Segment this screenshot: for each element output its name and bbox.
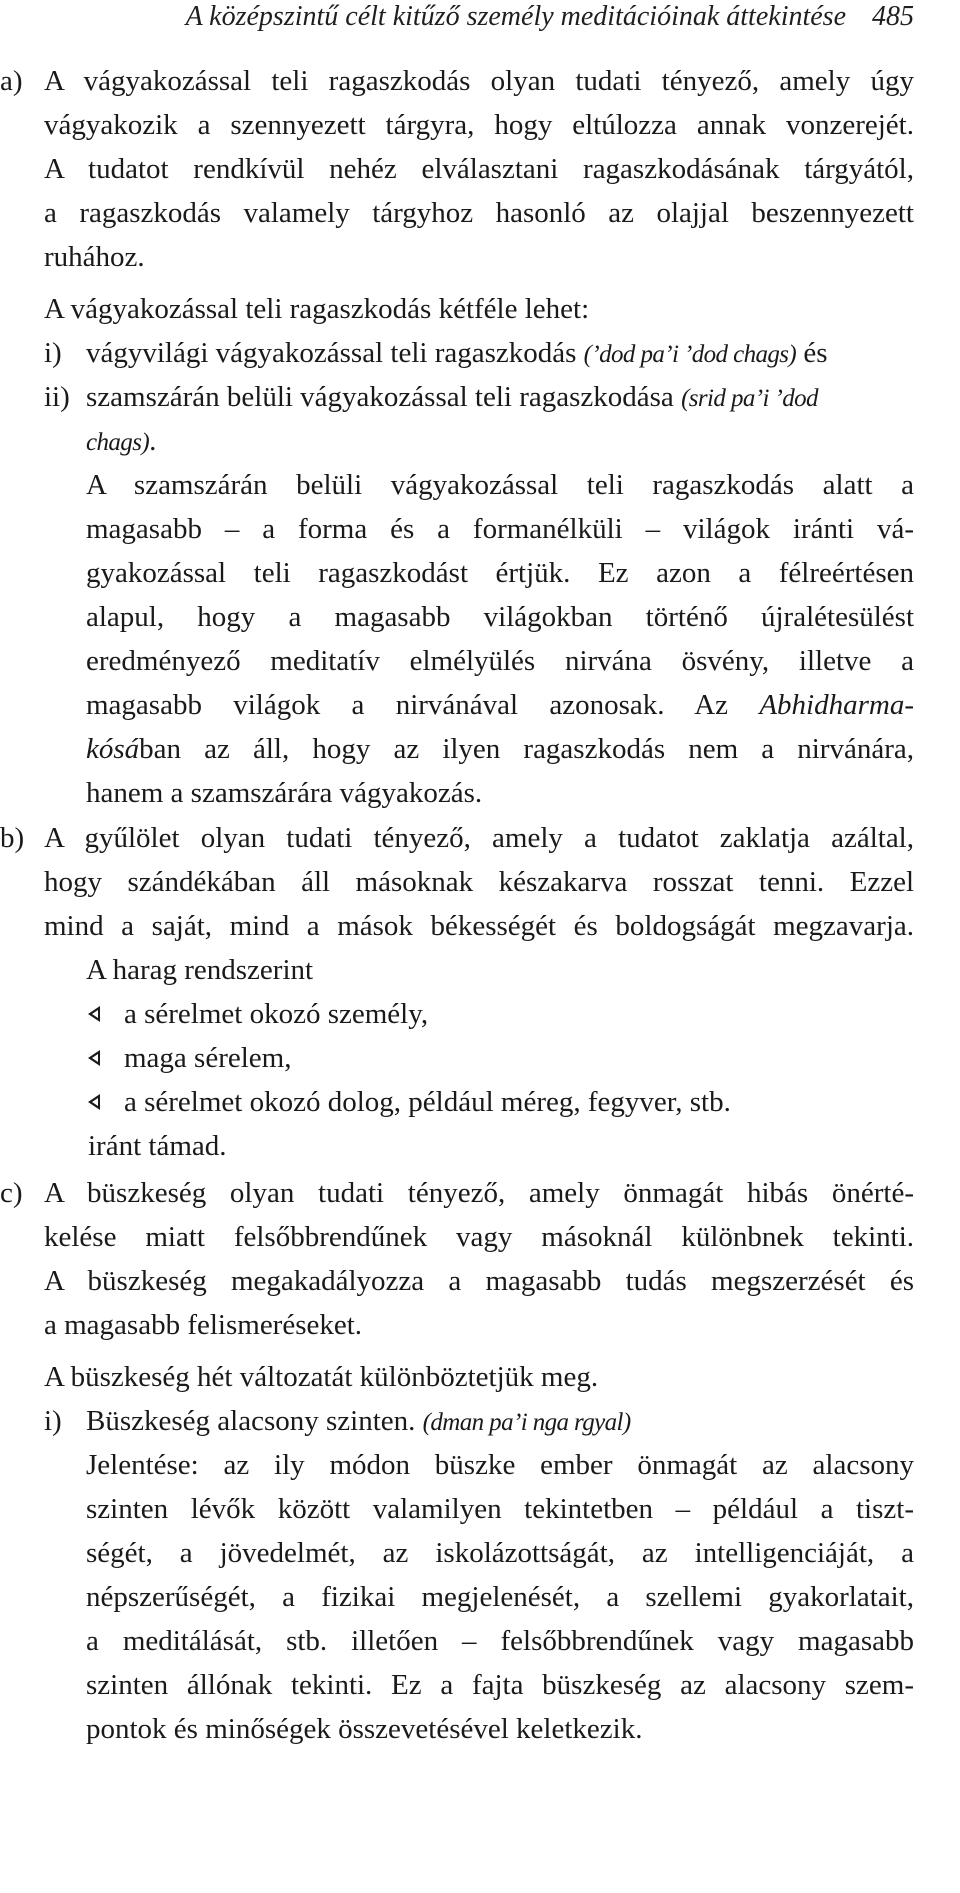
samsara-paragraph-line [86,725,914,773]
meaning-line: ségét, a jövedelmét, az iskolázottságát, az intelligenciáját, a [86,1537,914,1569]
meaning-line: szinten állónak tekinti. Ez a fajta büszkeség az alacsony szem- [86,1669,914,1701]
meaning-line: pontok és minőségek összevetésével keletkezik. [86,1713,643,1745]
type-i-suffix: és [803,337,828,369]
samsara-paragraph-line: alapul, hogy a magasabb világokban történő újralétesülést [86,601,914,633]
item-a-line: A vágyakozással teli ragaszkodás olyan tudati tényező, amely úgy [44,65,914,97]
kind-i-tibetan: (dman pa’i nga rgyal) [422,1409,631,1436]
anger-intro: A harag rendszerint [86,954,314,986]
type-i-label: i) [44,337,62,369]
samsara-paragraph-line: A szamszárán belüli vágyakozással teli ragaszkodás alatt a [86,469,914,501]
item-a-line: vágyakozik a szennyezett tárgyra, hogy eltúlozza annak vonzerejét. [44,109,914,141]
paragraph-text: ban az áll, hogy az ilyen ragaszkodás nem a nirvánára, [139,733,914,765]
item-b-label: b) [0,822,25,854]
item-c-line: A büszkeség olyan tudati tényező, amely önmagát hibás önérté- [44,1177,914,1209]
running-header [146,0,914,34]
item-a-line: A tudatot rendkívül nehéz elválasztani ragaszkodásának tárgyától, [44,153,914,185]
type-ii-tibetan-cont: chags) [86,429,150,456]
kind-i-text: Büszkeség alacsony szinten. [86,1405,416,1437]
running-title: A középszintű célt kitűző személy meditációinak áttekintése [185,1,846,32]
item-c-line: kelése miatt felsőbbrendűnek vagy másoknál különbnek tekinti. [44,1221,914,1253]
bullet-arrow-icon [88,1006,100,1022]
type-ii-line [86,373,818,421]
kind-i-label: i) [44,1405,62,1437]
item-c-line: a magasabb felismeréseket. [44,1309,363,1341]
samsara-paragraph-line [86,681,914,729]
type-ii-tibetan: (srid pa’i ’dod [681,385,818,412]
type-ii-suffix: . [149,425,157,457]
item-c-label: c) [0,1177,23,1209]
type-ii-text: szamszárán belüli vágyakozással teli ragaszkodása [86,381,674,413]
type-i-tibetan: (’dod pa’i ’dod chags) [583,341,797,368]
anger-bullet: a sérelmet okozó dolog, például méreg, fegyver, stb. [124,1086,731,1118]
kind-i-line [86,1397,631,1445]
page-number: 485 [872,1,914,32]
item-c-line: A büszkeség megakadályozza a magasabb tudás megszerzését és [44,1265,914,1297]
anger-bullet: a sérelmet okozó személy, [124,998,429,1030]
type-i-line [86,329,828,377]
meaning-line: szinten lévők között valamilyen tekintetben – például a tiszt- [86,1493,914,1525]
samsara-paragraph-line: eredményező meditatív elmélyülés nirvána ösvény, illetve a [86,645,914,677]
item-b-line: A gyűlölet olyan tudati tényező, amely a tudatot zaklatja azáltal, [44,822,914,854]
type-i-text: vágyvilági vágyakozással teli ragaszkodás [86,337,577,369]
item-a-line: ruhához. [44,241,145,273]
anger-bullet: maga sérelem, [124,1042,292,1074]
meaning-line: a meditálását, stb. illetően – felsőbbrendűnek vagy magasabb [86,1625,914,1657]
meaning-line: Jelentése: az ily módon büszke ember önmagát az alacsony [86,1449,914,1481]
pride-kinds-intro: A büszkeség hét változatát különböztetjük meg. [44,1361,599,1393]
attachment-types-intro: A vágyakozással teli ragaszkodás kétféle lehet: [44,293,590,325]
item-a-line: a ragaszkodás valamely tárgyhoz hasonló az olajjal beszennyezett [44,197,914,229]
samsara-paragraph-line: gyakozással teli ragaszkodást értjük. Ez azon a félreértésen [86,557,914,589]
abhidharmakosa-title-cont: kósá [86,733,140,765]
samsara-paragraph-line: magasabb – a forma és a formanélküli – világok iránti vá- [86,513,914,545]
bullet-arrow-icon [88,1050,100,1066]
item-a-label: a) [0,65,23,97]
paragraph-text: magasabb világok a nirvánával azonosak. Az [86,689,729,721]
item-b-line: mind a saját, mind a mások békességét és boldogságát megzavarja. [44,910,914,942]
meaning-line: népszerűségét, a fizikai megjelenését, a szellemi gyakorlatait, [86,1581,914,1613]
anger-outro: iránt támad. [88,1130,227,1162]
item-b-line: hogy szándékában áll másoknak készakarva rosszat tenni. Ezzel [44,866,914,898]
type-ii-label: ii) [44,381,70,413]
type-ii-line-cont [86,417,156,465]
samsara-paragraph-line: hanem a szamszárára vágyakozás. [86,777,483,809]
abhidharmakosa-title: Abhidharma- [759,689,914,721]
bullet-arrow-icon [88,1094,100,1110]
